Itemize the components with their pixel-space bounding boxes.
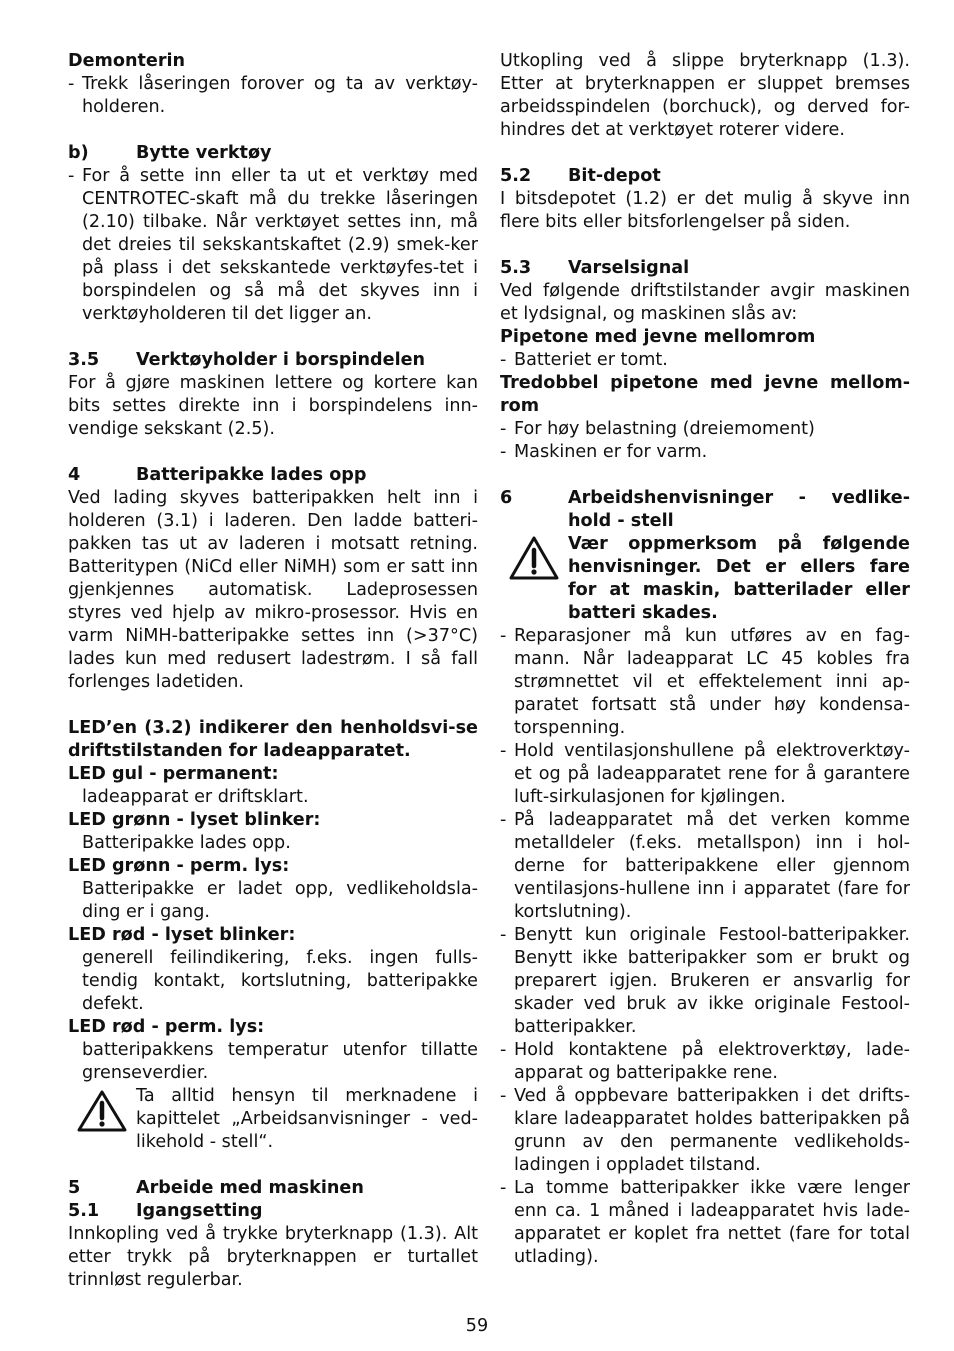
led-description: ladeapparat er driftsklart.: [82, 787, 309, 807]
bullet-dash: -: [68, 166, 75, 186]
tone2-bullet: [500, 418, 910, 441]
list-item: [500, 1085, 910, 1177]
section-title: Bytte verktøy: [136, 143, 272, 163]
warning-note: [68, 1085, 478, 1154]
demontering-title: Demonterin: [68, 51, 186, 71]
section-5-2-heading: [500, 165, 910, 188]
section-number: 6: [500, 488, 513, 508]
led-label: LED rød - perm. lys:: [68, 1017, 265, 1037]
demontering-bullet: [68, 73, 478, 119]
section-title: Verktøyholder i borspindelen: [136, 350, 426, 370]
section-3-5-heading: [68, 349, 478, 372]
tone2-title: Tredobbel pipetone med jevne mellom-rom: [500, 373, 910, 416]
section-6-heading: [500, 487, 910, 533]
section-5-1-heading: [68, 1200, 478, 1223]
led-intro: LED’en (3.2) indikerer den henholdsvi-se driftstilstanden for ladeapparatet.: [68, 718, 478, 761]
bullet-dash: -: [500, 810, 507, 830]
section-title: Arbeide med maskinen: [136, 1178, 364, 1198]
page-number: 59: [465, 1316, 489, 1336]
section-title: Arbeidshenvisninger - vedlike-hold - stell: [568, 488, 910, 531]
led-description: generell feilindikering, f.eks. ingen fulls-tendig kontakt, kortslutning, batteripakke defekt.: [82, 948, 478, 1014]
tone2-bullet: [500, 441, 910, 464]
section-title: Igangsetting: [136, 1201, 263, 1221]
list-item: [500, 809, 910, 924]
section-6-bullets: [500, 625, 910, 1269]
section-title: Bit-depot: [568, 166, 661, 186]
list-item: [500, 625, 910, 740]
bullet-text: La tomme batteripakker ikke være lenger enn ca. 1 måned i ladeapparatet hvis lade-apparatet er koplet fra nettet (fare for total utlading).: [514, 1178, 910, 1267]
continued-text: Utkopling ved å slippe bryterknapp (1.3). Etter at bryterknappen er sluppet bremses arbeidsspindelen (borchuck), og derved for-hindres det at verktøyet roterer videre.: [500, 51, 910, 140]
list-item: [500, 1039, 910, 1085]
section-4-text: Ved lading skyves batteripakken helt inn i holderen (3.1) i laderen. Den ladde batteri-pakken tas ut av laderen i motsatt retning. Batteritypen (NiCd eller NiMH) som er satt inn gjenkjennes automatisk. Ladeprosessen styres ved hjelp av mikro-prosessor. Hvis en varm NiMH-batteripakke settes inn (>37°C) lades kun med redusert ladestrøm. I så fall forlenges ladetiden.: [68, 488, 478, 692]
bullet-text: Batteriet er tomt.: [514, 350, 668, 370]
section-title: Batteripakke lades opp: [136, 465, 367, 485]
section-b-bullet: [68, 165, 478, 326]
bullet-dash: -: [500, 1040, 507, 1060]
warning-note-text: Ta alltid hensyn til merknadene i kapittelet „Arbeidsanvisninger - ved-likehold - stell“.: [136, 1086, 478, 1152]
bullet-dash: -: [500, 741, 507, 761]
led-list: [68, 763, 478, 1085]
led-description: batteripakkens temperatur utenfor tillatte grenseverdier.: [82, 1040, 478, 1083]
bullet-text: På ladeapparatet må det verken komme metalldeler (f.eks. metallspon) inn i hol-derne for batteripakkene eller gjennom ventilasjons-hullene inn i apparatet (fare for kortslutning).: [514, 810, 910, 922]
bullet-dash: -: [68, 74, 75, 94]
bullet-dash: -: [500, 925, 507, 945]
warning-triangle-icon: [508, 535, 560, 588]
bullet-dash: -: [500, 350, 507, 370]
section-5-2-text: I bitsdepotet (1.2) er det mulig å skyve inn flere bits eller bitsforlengelser på siden.: [500, 189, 910, 232]
bullet-dash: -: [500, 442, 507, 462]
bullet-text: Hold kontaktene på elektroverktøy, lade-apparat og batteripakke rene.: [514, 1040, 910, 1083]
led-label: LED gul - permanent:: [68, 764, 279, 784]
section-number: 5.2: [500, 166, 532, 186]
section-number: 3.5: [68, 350, 100, 370]
led-label: LED grønn - perm. lys:: [68, 856, 290, 876]
led-label: LED grønn - lyset blinker:: [68, 810, 321, 830]
list-item: [500, 740, 910, 809]
list-item: [500, 924, 910, 1039]
section-5-heading: [68, 1177, 478, 1200]
section-title: Varselsignal: [568, 258, 690, 278]
section-number: 4: [68, 465, 81, 485]
warning-triangle-icon: [76, 1089, 128, 1140]
section-3-5-text: For å gjøre maskinen lettere og kortere kan bits settes direkte inn i borspindelens inn-vendige sekskant (2.5).: [68, 373, 478, 439]
led-label: LED rød - lyset blinker:: [68, 925, 296, 945]
section-number: b): [68, 143, 89, 163]
section-number: 5: [68, 1178, 81, 1198]
bullet-text: For høy belastning (dreiemoment): [514, 419, 815, 439]
bullet-text: Hold ventilasjonshullene på elektroverktøy-et og på ladeapparatet rene for å garantere luft-sirkulasjonen for kjølingen.: [514, 741, 910, 807]
section-6-warning-text: Vær oppmerksom på følgende henvisninger. Det er ellers fare for at maskin, batterilader eller batteri skades.: [568, 534, 910, 623]
bullet-text: Maskinen er for varm.: [514, 442, 708, 462]
warning-icon-wrap: [68, 1085, 136, 1154]
led-description: Batteripakke lades opp.: [82, 833, 291, 853]
list-item: [500, 1177, 910, 1269]
bullet-dash: -: [500, 1086, 507, 1106]
bullet-text: Trekk låseringen forover og ta av verktøy-holderen.: [82, 74, 478, 117]
bullet-text: Benytt kun originale Festool-batteripakker. Benytt ikke batteripakker som er brukt og preparert igjen. Brukeren er ansvarlig for skader ved bruk av ikke originale Festool-batteripakker.: [514, 925, 910, 1037]
section-6-warning: [500, 533, 910, 625]
section-5-3-heading: [500, 257, 910, 280]
warning-icon-wrap: [500, 533, 568, 625]
section-number: 5.1: [68, 1201, 100, 1221]
right-column: [500, 50, 910, 1269]
section-4-heading: [68, 464, 478, 487]
section-5-1-text: Innkopling ved å trykke bryterknapp (1.3). Alt etter trykk på bryterknappen er turtallet trinnløst regulerbar.: [68, 1224, 478, 1290]
bullet-text: For å sette inn eller ta ut et verktøy med CENTROTEC-skaft må du trekke låseringen (2.10) tilbake. Når verktøyet settes inn, må det dreies til sekskantskaftet (2.9) smek-ker på plass i det sekskantede verktøyfes-tet i borspindelen og så må det skyves inn i verktøyholderen til det ligger an.: [82, 166, 478, 324]
bullet-dash: -: [500, 1178, 507, 1198]
tone1-title: Pipetone med jevne mellomrom: [500, 327, 816, 347]
bullet-text: Ved å oppbevare batteripakken i det drifts-klare ladeapparatet holdes batteripakken på grunn av den permanente vedlikeholds-ladingen i oppladet tilstand.: [514, 1086, 910, 1175]
led-description: Batteripakke er ladet opp, vedlikeholdsla-ding er i gang.: [82, 879, 478, 922]
bullet-dash: -: [500, 626, 507, 646]
bullet-text: Reparasjoner må kun utføres av en fag-mann. Når ladeapparat LC 45 kobles fra strømnettet vil et effektelement inni ap-paratet fortsatt stå under høy kondensa-torspenning.: [514, 626, 910, 738]
left-column: [68, 50, 478, 1292]
tone1-bullet: [500, 349, 910, 372]
section-number: 5.3: [500, 258, 532, 278]
bullet-dash: -: [500, 419, 507, 439]
section-5-3-text: Ved følgende driftstilstander avgir maskinen et lydsignal, og maskinen slås av:: [500, 281, 910, 324]
section-b-heading: [68, 142, 478, 165]
